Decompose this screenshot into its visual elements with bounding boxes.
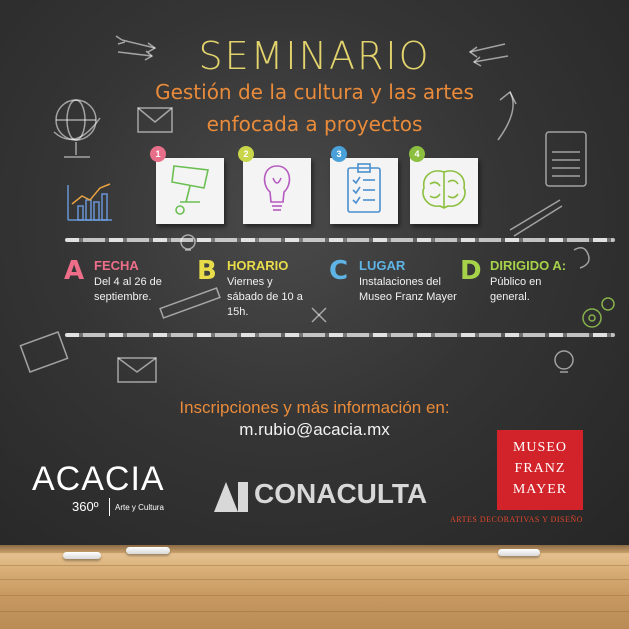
chalk-divider-top (65, 238, 615, 242)
step-card-2 (243, 158, 311, 224)
museo-logo-line1: MUSEO (512, 440, 567, 455)
step-badge-2: 2 (238, 146, 254, 162)
bar-chart-icon (68, 184, 112, 220)
paperclip-icon (574, 248, 589, 268)
chalk-piece (498, 549, 540, 556)
acacia-logo-divider (109, 498, 110, 516)
book-icon (20, 332, 67, 372)
contact-email[interactable]: m.rubio@acacia.mx (239, 420, 390, 439)
ruler-icon (160, 288, 220, 318)
conaculta-mark-icon (212, 480, 252, 514)
info-lugar-text: Instalaciones del Museo Franz Mayer (359, 276, 457, 303)
info-horario-text: Viernes y sábado de 10 a 15h. (227, 276, 303, 318)
letter-a-icon: A (64, 256, 85, 286)
cross-icon (312, 308, 326, 322)
brain-icon (410, 158, 478, 224)
step-badge-3: 3 (331, 146, 347, 162)
museo-logo-line2: FRANZ (514, 461, 566, 476)
info-dirigido-label: DIRIGIDO A: (490, 258, 567, 273)
pencil-icon (510, 200, 562, 236)
letter-d-icon: D (460, 256, 482, 286)
info-fecha-text: Del 4 al 26 de septiembre. (94, 276, 162, 303)
wood-grain (0, 611, 629, 612)
museo-logo-line3: MAYER (512, 482, 568, 497)
step-card-1 (156, 158, 224, 224)
seminar-subtitle-line1: Gestión de la cultura y las artes (155, 80, 474, 104)
drafting-icon (156, 158, 224, 224)
conaculta-logo-name: CONACULTA (254, 478, 428, 509)
info-horario-label: HORARIO (227, 258, 289, 273)
step-card-4 (410, 158, 478, 224)
museo-logo-subtitle: ARTES DECORATIVAS Y DISEÑO (450, 515, 583, 524)
wood-grain (0, 565, 629, 566)
seminar-title: SEMINARIO (198, 34, 431, 78)
clipboard-checklist-icon (330, 158, 398, 224)
acacia-logo-subtitle: Arte y Cultura (115, 503, 164, 512)
letter-c-icon: C (329, 256, 349, 286)
notepad-icon (546, 132, 586, 186)
lightbulb-icon (243, 158, 311, 224)
museo-logo-box (497, 430, 583, 510)
info-dirigido-text: Público en general. (490, 276, 542, 303)
chalk-piece (63, 552, 101, 559)
acacia-logo-name: ACACIA (32, 460, 165, 498)
registration-heading: Inscripciones y más información en: (179, 398, 450, 417)
step-badge-4: 4 (409, 146, 425, 162)
lightbulb-icon (555, 351, 573, 372)
letter-b-icon: B (197, 256, 217, 286)
info-lugar-label: LUGAR (359, 258, 406, 273)
wood-grain (0, 579, 629, 580)
wood-grain (0, 595, 629, 596)
seminar-subtitle-line2: enfocada a proyectos (206, 112, 423, 136)
info-fecha-label: FECHA (94, 258, 139, 273)
step-badge-1: 1 (150, 146, 166, 162)
acacia-logo-number: 360º (72, 499, 99, 514)
chalk-divider-bottom (65, 333, 615, 337)
envelope-icon (118, 358, 156, 382)
step-card-3 (330, 158, 398, 224)
chalk-piece (126, 547, 170, 554)
gear-icon (583, 298, 614, 327)
